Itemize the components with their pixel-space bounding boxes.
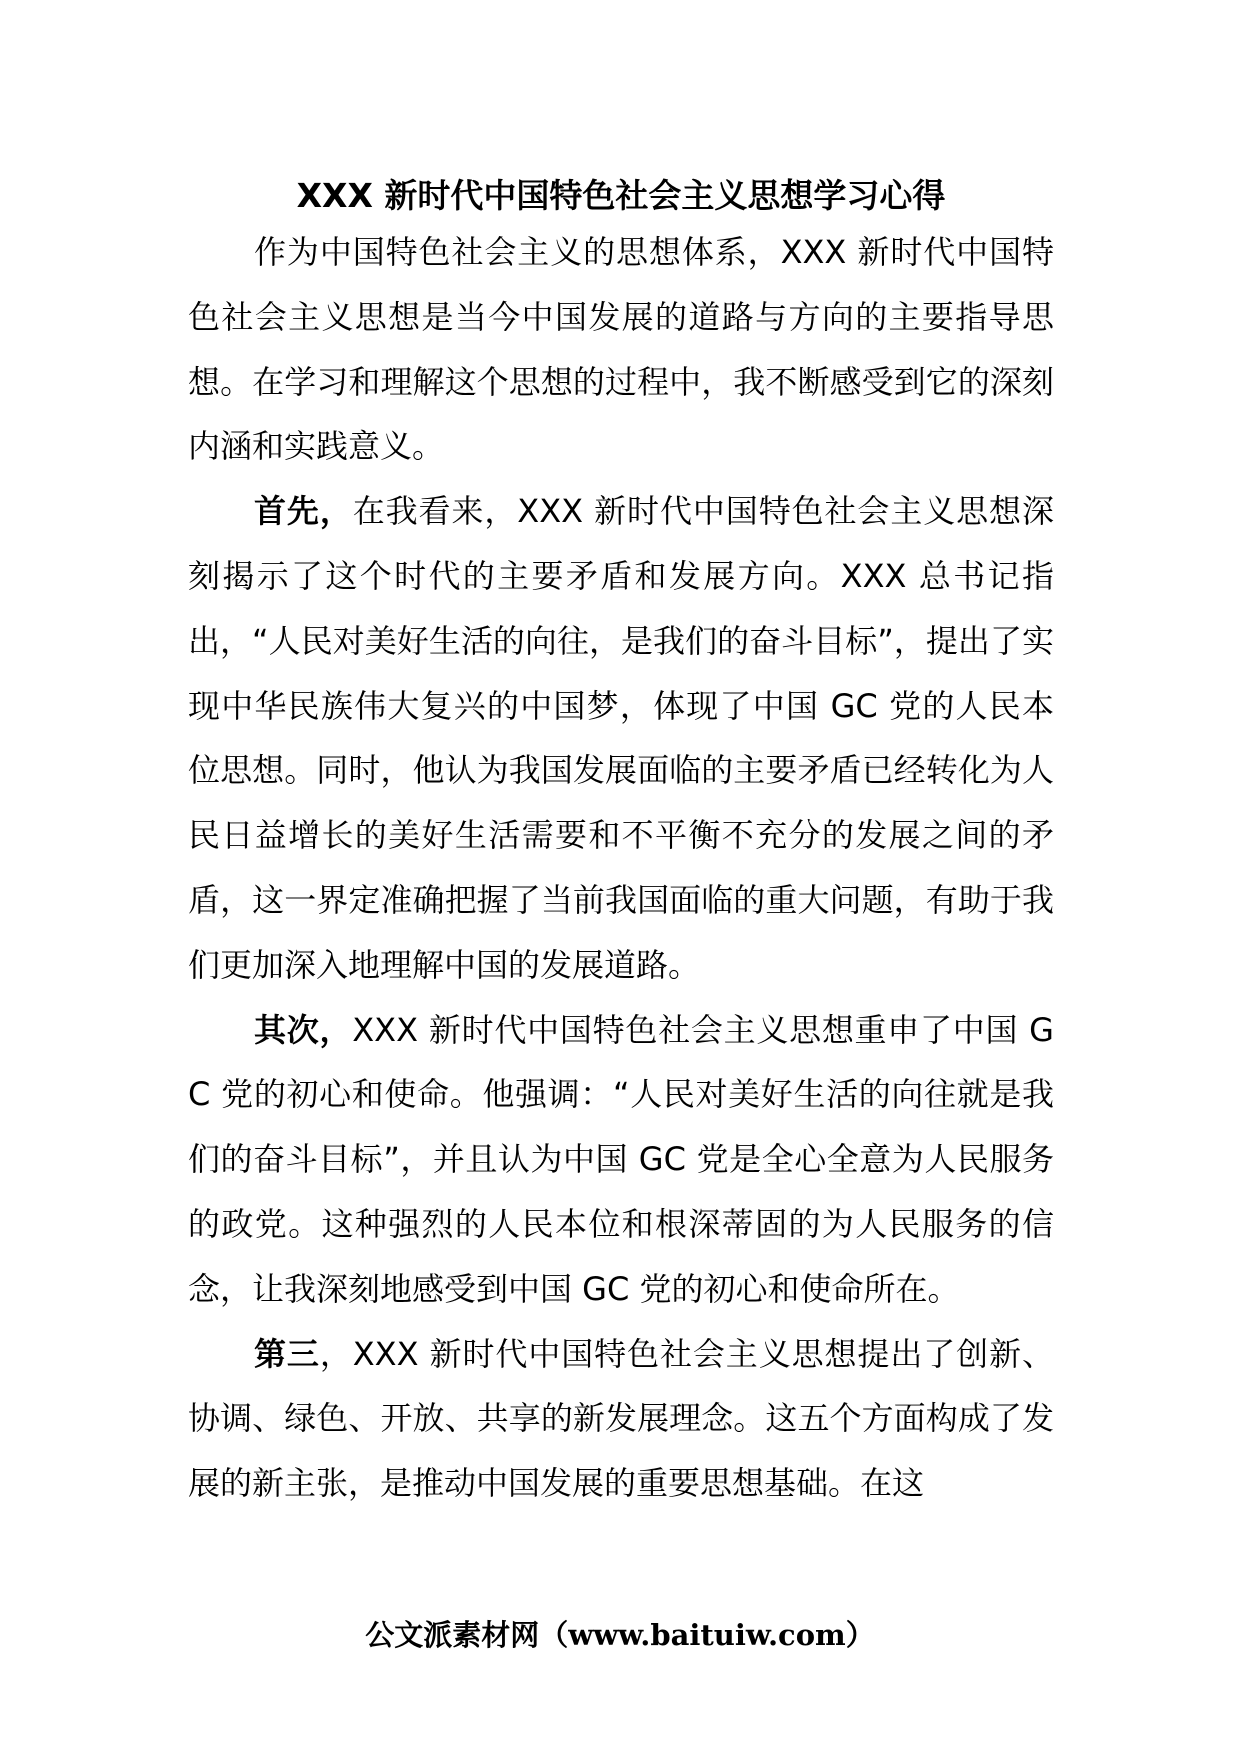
section-text-second: XXX 新时代中国特色社会主义思想重申了中国 GC 党的初心和使命。他强调：“人民对美好生活的向往就是我们的奋斗目标”，并且认为中国 GC 党是全心全意为人民服务的政党。这种强烈的人民本位和根深蒂固的为人民服务的信念，让我深刻地感受到中国 GC 党的初心和使命所在。 — [188, 1010, 1054, 1308]
section-paragraph-third — [188, 1322, 1054, 1516]
section-text-third: ，XXX 新时代中国特色社会主义思想提出了创新、协调、绿色、开放、共享的新发展理念。这五个方面构成了发展的新主张，是推动中国发展的重要思想基础。在这 — [188, 1334, 1054, 1503]
section-paragraph-second — [188, 998, 1054, 1322]
section-lead-third: 第三 — [254, 1334, 320, 1373]
footer-source: 公文派素材网（www.baituiw.com） — [365, 1618, 875, 1652]
section-paragraph-first — [188, 479, 1054, 997]
document-title: XXX 新时代中国特色社会主义思想学习心得 — [296, 176, 946, 215]
intro-paragraph: 作为中国特色社会主义的思想体系，XXX 新时代中国特色社会主义思想是当今中国发展的道路与方向的主要指导思想。在学习和理解这个思想的过程中，我不断感受到它的深刻内涵和实践意义。 — [188, 233, 1054, 466]
section-lead-first: 首先， — [254, 492, 353, 531]
section-text-first: 在我看来，XXX 新时代中国特色社会主义思想深刻揭示了这个时代的主要矛盾和发展方向。XXX 总书记指出，“人民对美好生活的向往，是我们的奋斗目标”，提出了实现中华民族伟大复兴的中国梦，体现了中国 GC 党的人民本位思想。同时，他认为我国发展面临的主要矛盾已经转化为人民日益增长的美好生活需要和不平衡不充分的发展之间的矛盾，这一界定准确把握了当前我国面临的重大问题，有助于我们更加深入地理解中国的发展道路。 — [188, 492, 1054, 984]
section-lead-second: 其次， — [254, 1010, 353, 1049]
document-page — [188, 172, 1054, 1516]
